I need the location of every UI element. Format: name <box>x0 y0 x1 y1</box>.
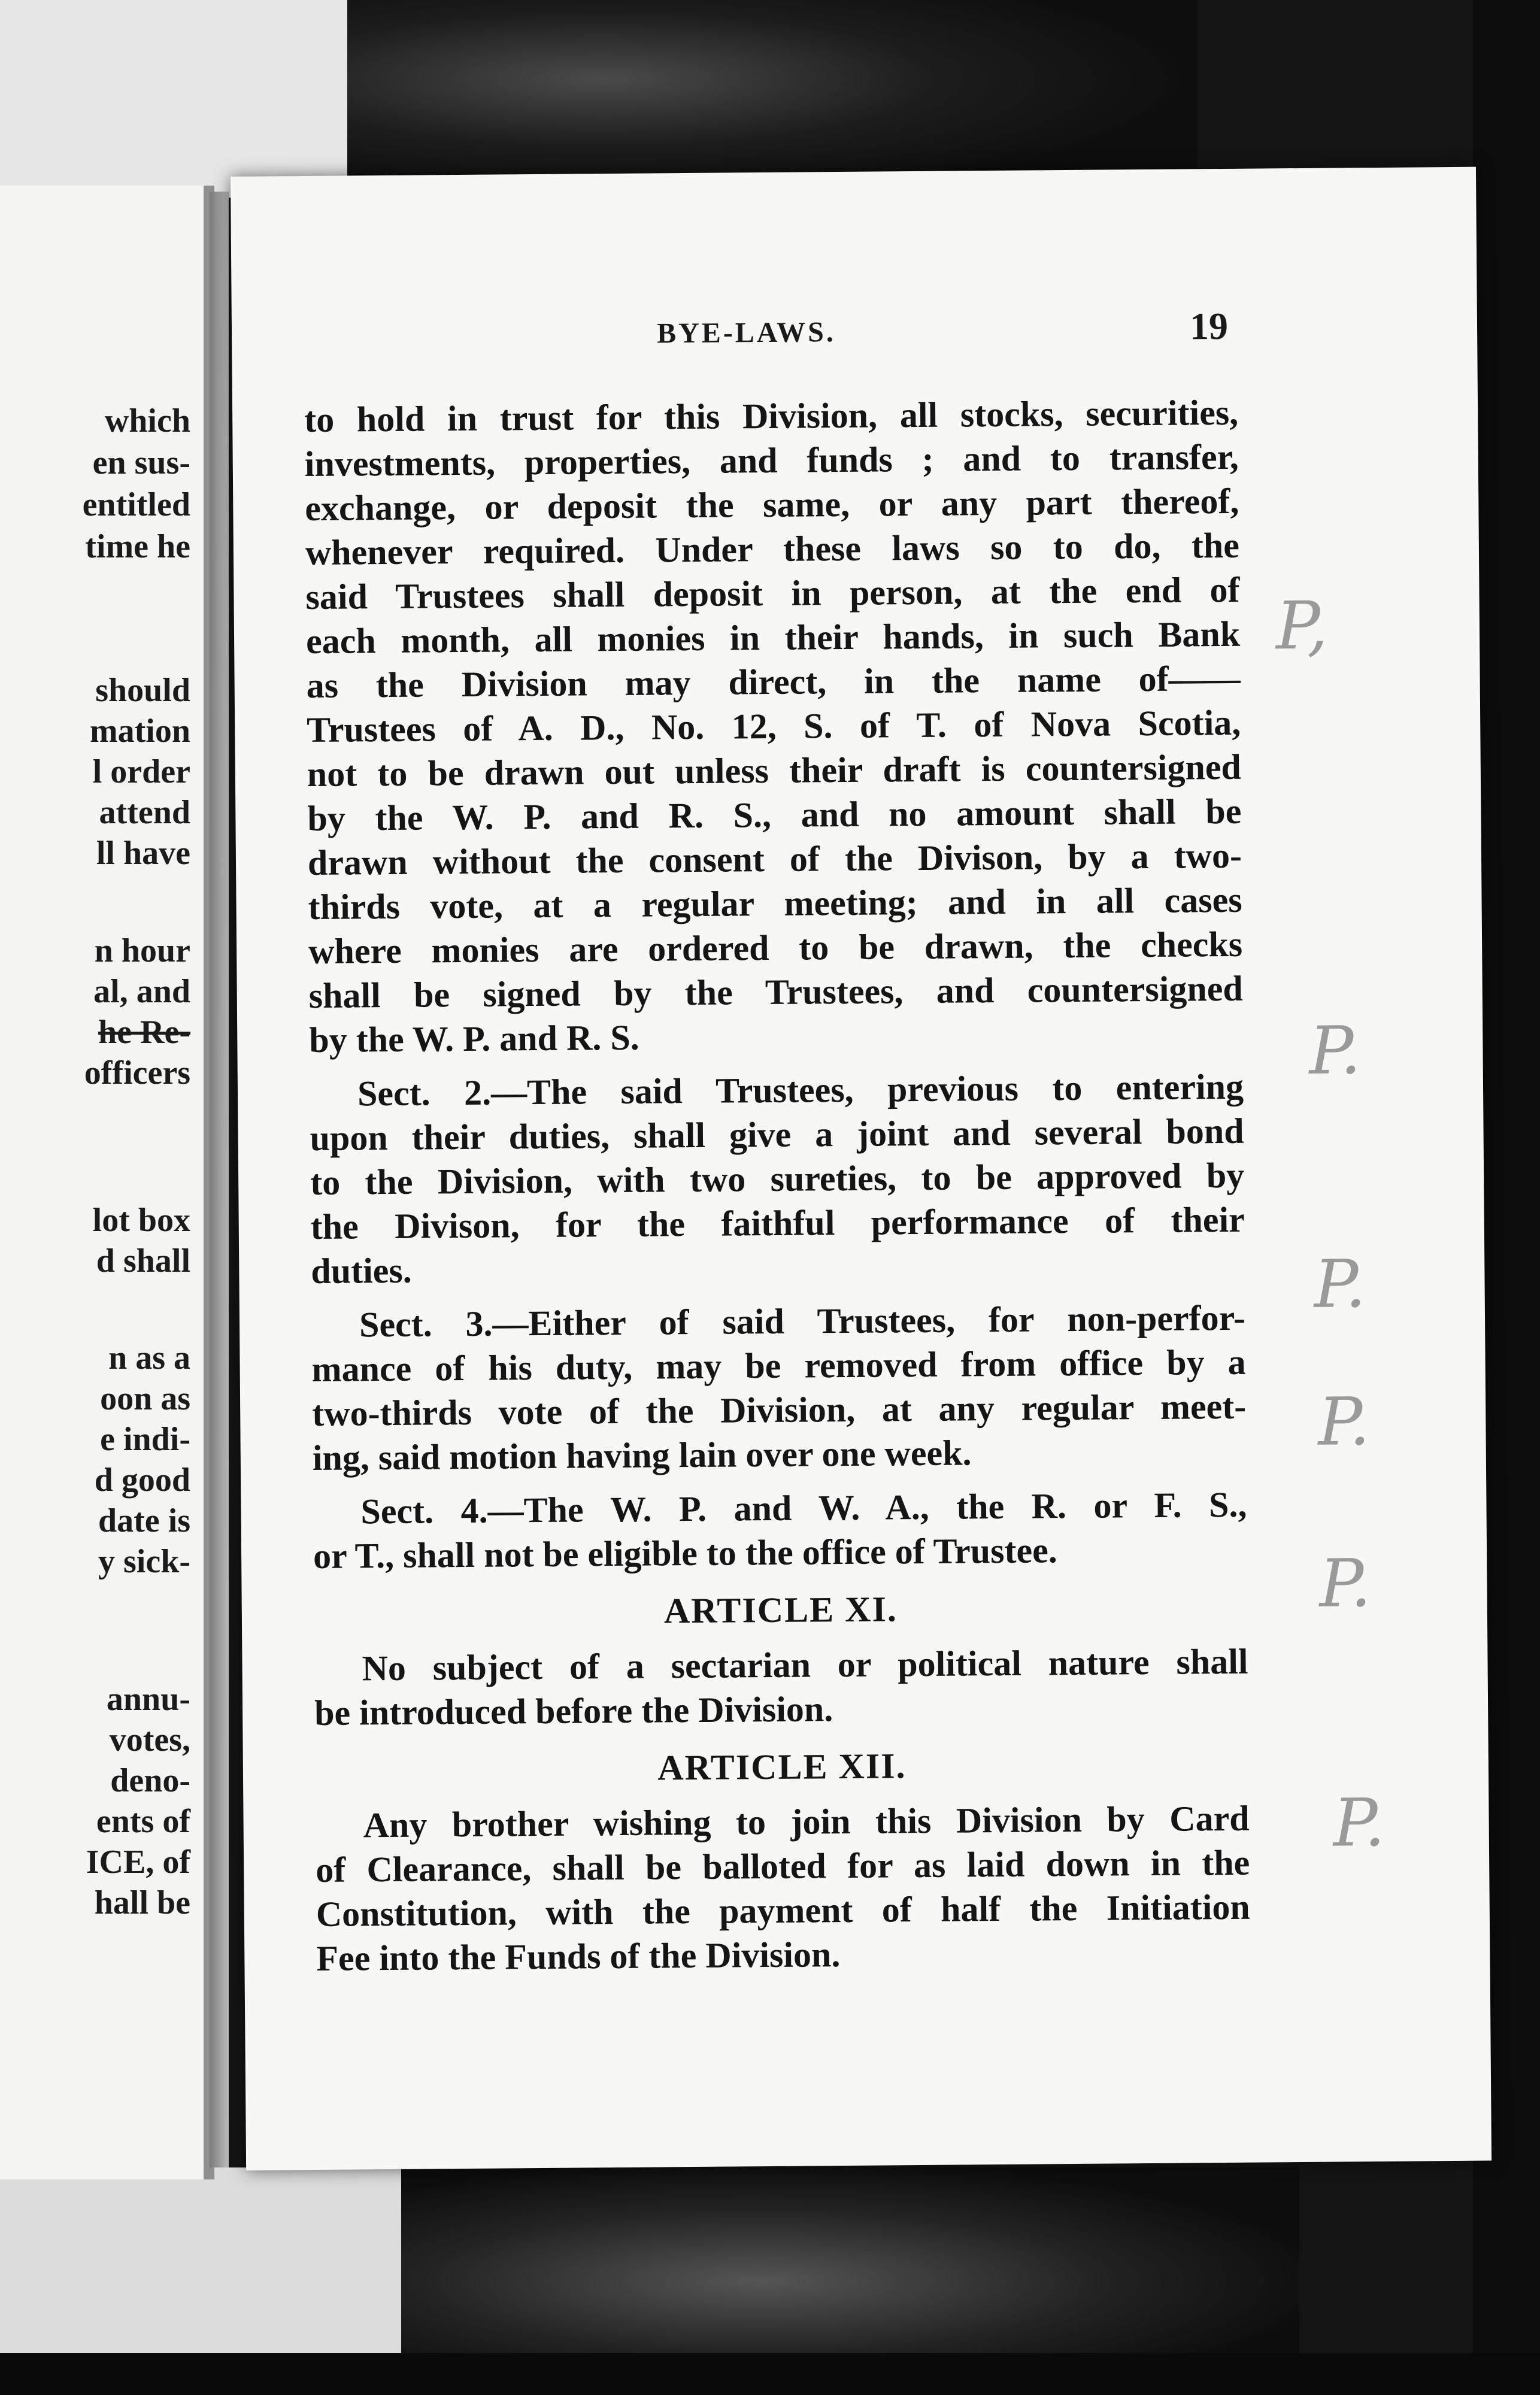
left-page-line: attend <box>99 794 190 831</box>
left-page-line: should <box>95 672 190 709</box>
page-number: 19 <box>1189 304 1229 348</box>
paragraph-trustees-duties <box>304 390 1244 1062</box>
text-line: to the Division, with two sureties, to be approved by <box>310 1155 1245 1203</box>
page-body <box>304 390 1251 1981</box>
text-line: of Clearance, shall be balloted for as laid down in the <box>315 1842 1250 1890</box>
left-page-line: n as a <box>108 1339 190 1377</box>
page-header <box>232 304 1478 368</box>
left-facing-page <box>0 186 214 2179</box>
text-line: to hold in trust for this Division, all stocks, securities, <box>304 392 1239 440</box>
scan-background-bottom <box>0 2353 1540 2395</box>
paragraph-sect-2 <box>310 1065 1245 1293</box>
pencil-margin-mark: P. <box>1319 1545 1372 1622</box>
paragraph-sect-3 <box>311 1296 1247 1480</box>
text-line: the Divison, for the faithful performance of their <box>310 1199 1245 1247</box>
left-page-line: deno- <box>110 1762 190 1799</box>
text-line: upon their duties, shall give a joint and several bond <box>310 1111 1244 1159</box>
text-line: not to be drawn out unless their draft is countersigned <box>307 747 1242 795</box>
text-line: ing, said motion having lain over one week. <box>312 1433 972 1478</box>
left-page-line: date is <box>98 1502 190 1539</box>
left-page-line: lot box <box>92 1202 190 1239</box>
text-line: as the Division may direct, in the name of—— <box>306 658 1241 706</box>
text-line: by the W. P. and R. S., and no amount shall be <box>307 791 1242 839</box>
left-page-line: mation <box>90 713 190 750</box>
text-line: Trustees of A. D., No. 12, S. of T. of Nova Scotia, <box>307 702 1241 750</box>
running-head: BYE-LAWS. <box>656 316 836 350</box>
left-page-line: al, and <box>93 973 190 1010</box>
left-page-line: annu- <box>106 1681 190 1718</box>
text-line: drawn without the consent of the Divison, by a two- <box>307 835 1242 883</box>
text-line: whenever required. Under these laws so to do, the <box>305 525 1240 573</box>
left-page-line: hall be <box>94 1884 190 1921</box>
article-xii-paragraph <box>315 1796 1250 1981</box>
pencil-margin-mark: P, <box>1275 587 1329 665</box>
left-page-line: y sick- <box>98 1543 190 1580</box>
left-page-line: en sus- <box>92 444 190 481</box>
left-page-line: oon as <box>100 1380 190 1417</box>
left-page-line: time he <box>85 528 190 565</box>
text-line: mance of his duty, may be removed from office by a <box>311 1342 1246 1389</box>
left-page-line: e indi- <box>100 1421 190 1458</box>
article-xi-heading: ARTICLE XI. <box>663 1589 898 1631</box>
left-page-line: he Re- <box>98 1014 190 1051</box>
text-line: said Trustees shall deposit in person, at the end of <box>305 569 1240 617</box>
text-line: or T., shall not be eligible to the office of Trustee. <box>313 1530 1057 1576</box>
left-page-line: d good <box>94 1462 190 1499</box>
text-line: be introduced before the Division. <box>314 1689 833 1733</box>
left-page-line: l order <box>92 753 190 790</box>
page-gutter-shadow <box>210 192 229 2167</box>
text-line: exchange, or deposit the same, or any part thereof, <box>305 481 1239 529</box>
pencil-margin-mark: P. <box>1317 1383 1371 1460</box>
left-page-line: d shall <box>96 1242 190 1280</box>
text-line: Constitution, with the payment of half the Initiation <box>316 1887 1251 1934</box>
article-xi-paragraph <box>314 1639 1248 1735</box>
left-page-line: votes, <box>109 1721 190 1759</box>
text-line: No subject of a sectarian or political nature shall <box>362 1641 1248 1688</box>
article-xii-heading: ARTICLE XII. <box>657 1746 907 1788</box>
text-line: Any brother wishing to join this Division by Card <box>363 1798 1250 1845</box>
text-line: thirds vote, at a regular meeting; and in all cases <box>308 880 1242 927</box>
left-page-line: n hour <box>94 932 190 969</box>
scan-background-top-left <box>0 0 347 198</box>
pencil-margin-mark: P. <box>1314 1245 1366 1323</box>
text-line: each month, all monies in their hands, in such Bank <box>305 614 1241 662</box>
left-page-line: ICE, of <box>86 1844 190 1881</box>
text-line: duties. <box>311 1250 412 1291</box>
text-line: Sect. 4.—The W. P. and W. A., the R. or F. S., <box>360 1484 1247 1532</box>
left-page-line: entitled <box>82 486 190 523</box>
left-page-line: which <box>104 402 190 439</box>
text-line: where monies are ordered to be drawn, the checks <box>308 924 1243 972</box>
text-line: Fee into the Funds of the Division. <box>316 1935 841 1978</box>
left-page-line: ents of <box>96 1803 190 1840</box>
left-page-line: officers <box>84 1054 190 1092</box>
book-page <box>231 167 1492 2170</box>
pencil-margin-mark: P. <box>1333 1784 1386 1862</box>
text-line: Sect. 3.—Either of said Trustees, for non-perfor- <box>359 1297 1246 1345</box>
text-line: two-thirds vote of the Division, at any regular meet- <box>311 1386 1247 1433</box>
text-line: Sect. 2.—The said Trustees, previous to entering <box>357 1066 1244 1114</box>
cover-marbled-top <box>347 0 1198 198</box>
text-line: shall be signed by the Trustees, and countersigned <box>308 968 1243 1016</box>
text-line: by the W. P. and R. S. <box>309 1017 639 1060</box>
paragraph-sect-4 <box>313 1483 1247 1578</box>
pencil-margin-mark: P. <box>1309 1012 1362 1089</box>
text-line: investments, properties, and funds ; and to transfer, <box>304 436 1239 484</box>
left-page-line: ll have <box>96 835 190 872</box>
